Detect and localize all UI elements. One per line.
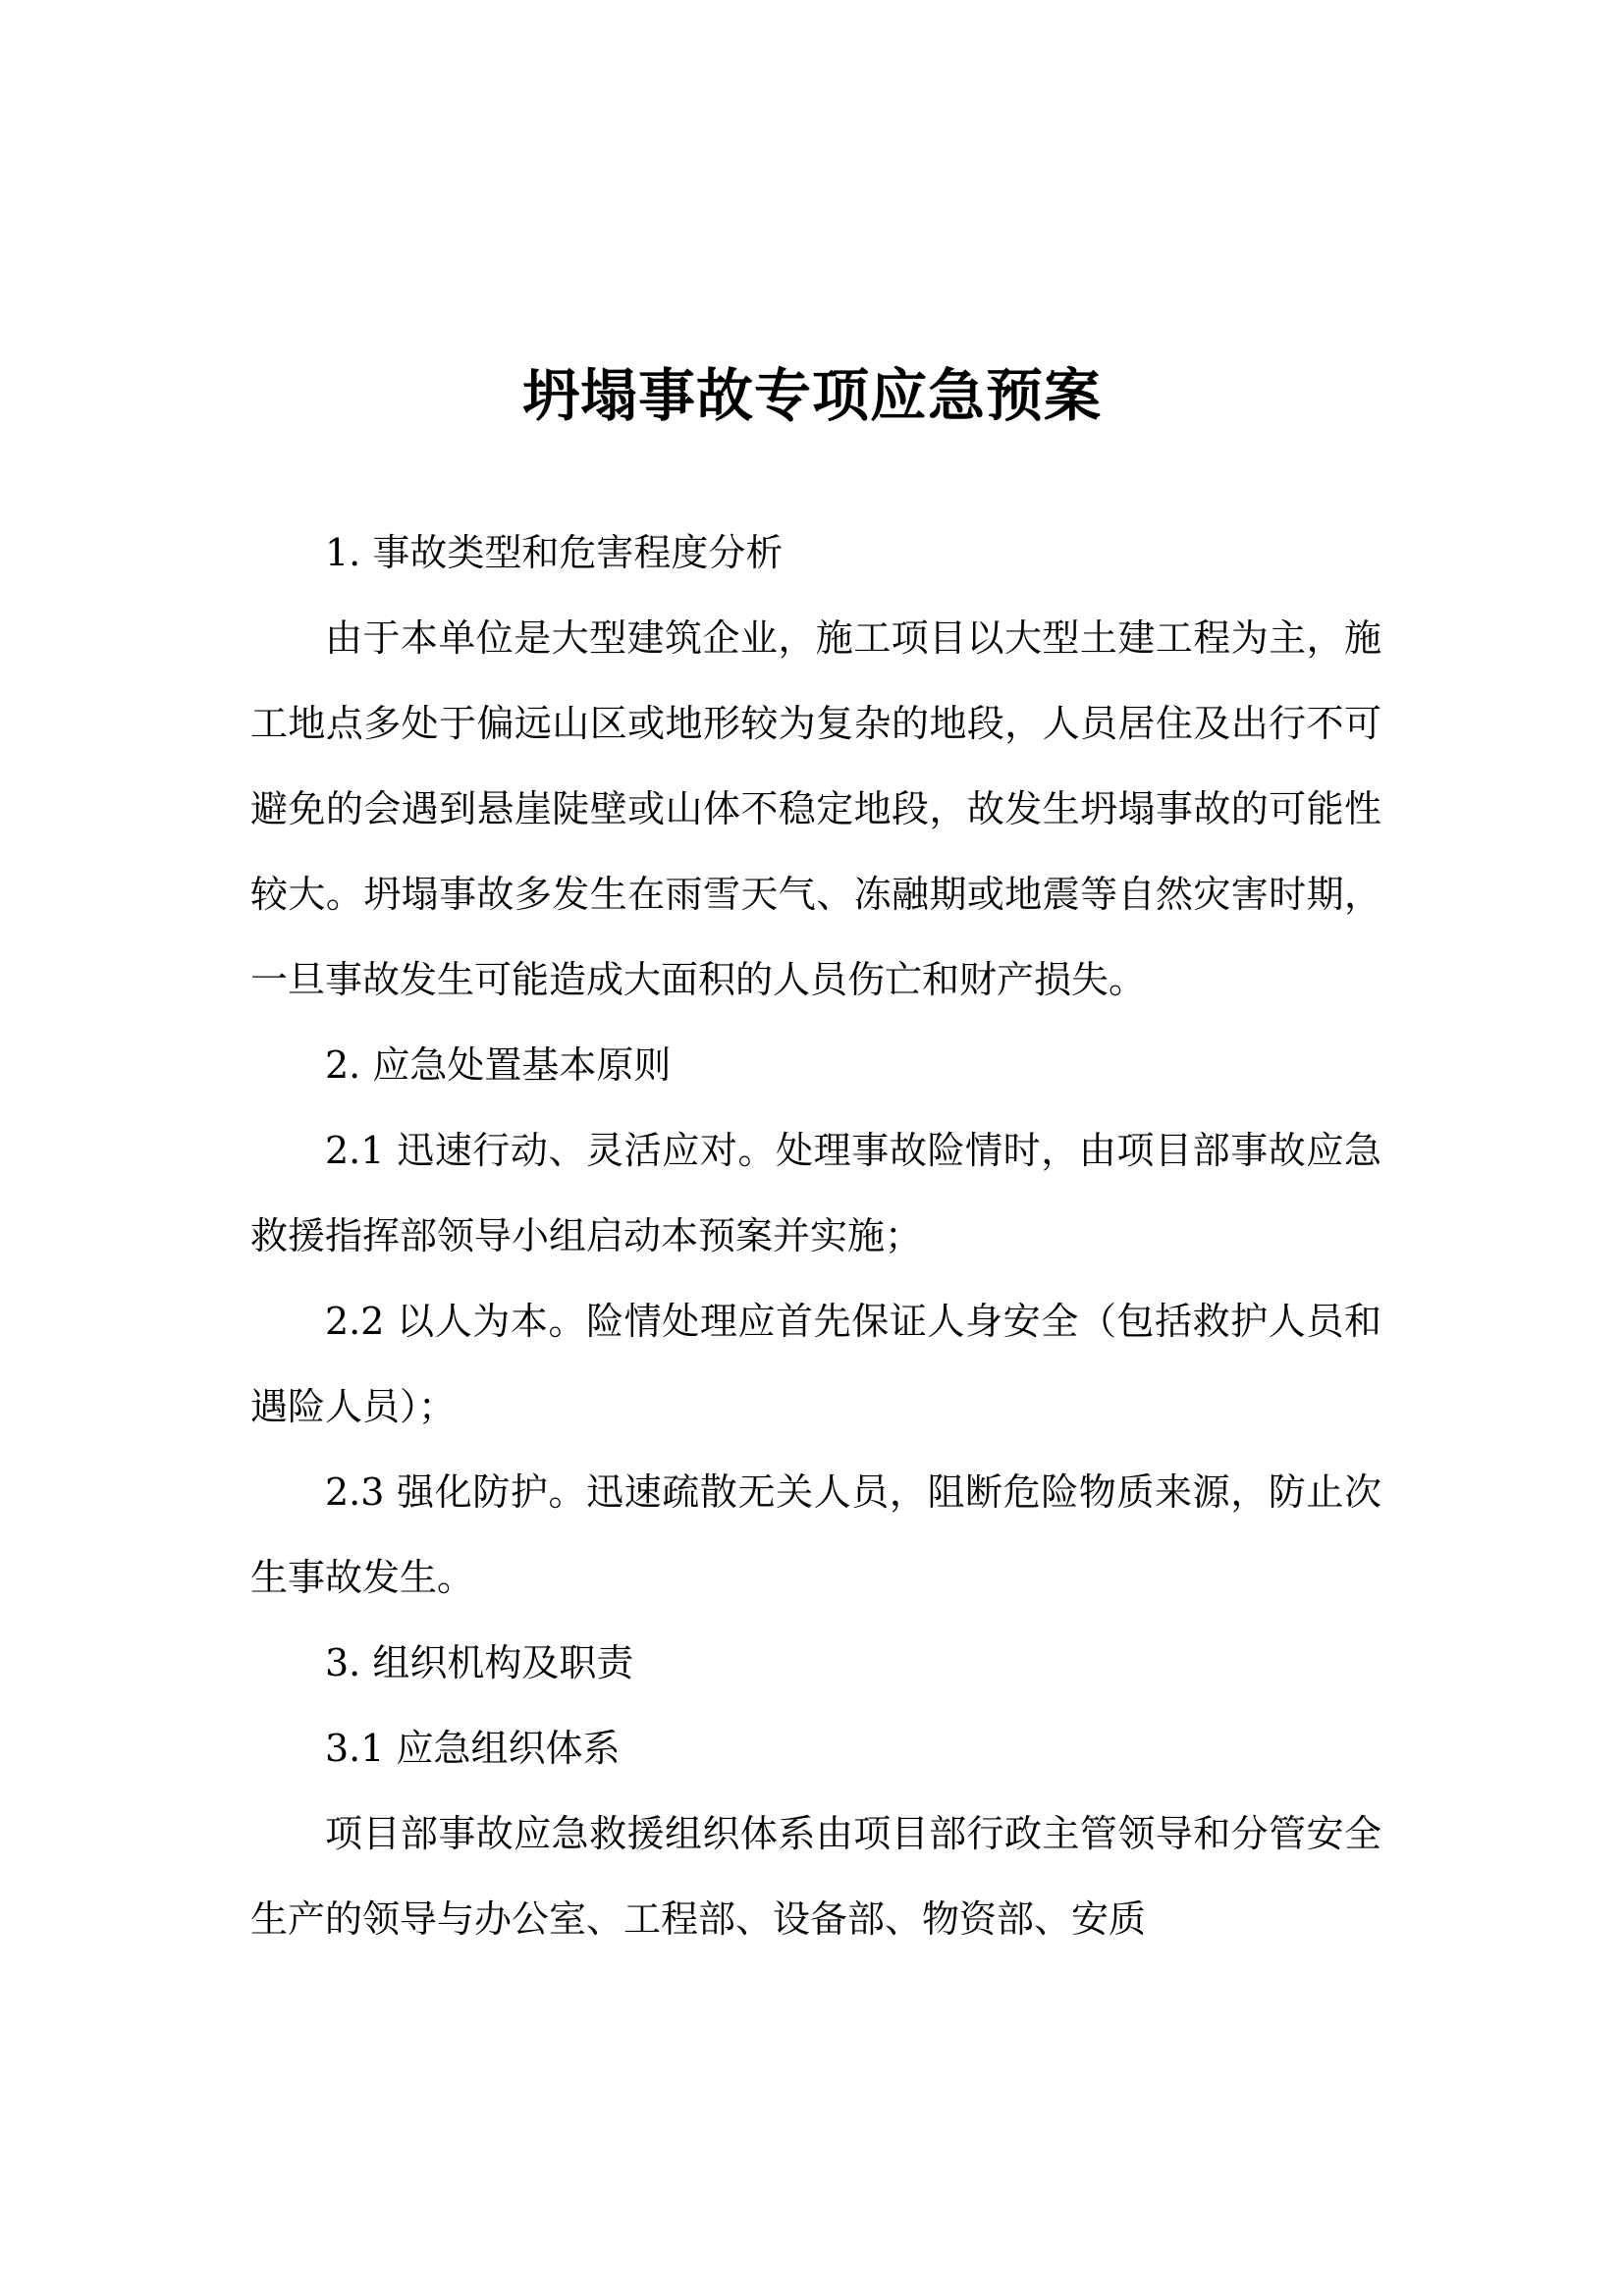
document-body [250,510,1381,1962]
paragraph: 由于本单位是大型建筑企业，施工项目以大型土建工程为主，施工地点多处于偏远山区或地形较为复杂的地段，人员居住及出行不可避免的会遇到悬崖陡壁或山体不稳定地段，故发生坍塌事故的可能性较大。坍塌事故多发生在雨雪天气、冻融期或地震等自然灾害时期，一旦事故发生可能造成大面积的人员伤亡和财产损失。 [250,616,1381,1001]
section-heading: 1. 事故类型和危害程度分析 [325,531,784,574]
section-heading: 3. 组织机构及职责 [325,1641,634,1684]
section-heading: 2. 应急处置基本原则 [325,1043,672,1087]
paragraph: 2.3 强化防护。迅速疏散无关人员，阻断危险物质来源，防止次生事故发生。 [250,1470,1381,1599]
subsection-heading: 3.1 应急组织体系 [325,1727,621,1770]
paragraph: 项目部事故应急救援组织体系由项目部行政主管领导和分管安全生产的领导与办公室、工程部、设备部、物资部、安质 [250,1812,1381,1941]
paragraph: 2.2 以人为本。险情处理应首先保证人身安全（包括救护人员和遇险人员）； [250,1300,1381,1428]
page-title: 坍塌事故专项应急预案 [521,362,1102,429]
paragraph: 2.1 迅速行动、灵活应对。处理事故险情时，由项目部事故应急救援指挥部领导小组启动本预案并实施； [250,1129,1381,1257]
